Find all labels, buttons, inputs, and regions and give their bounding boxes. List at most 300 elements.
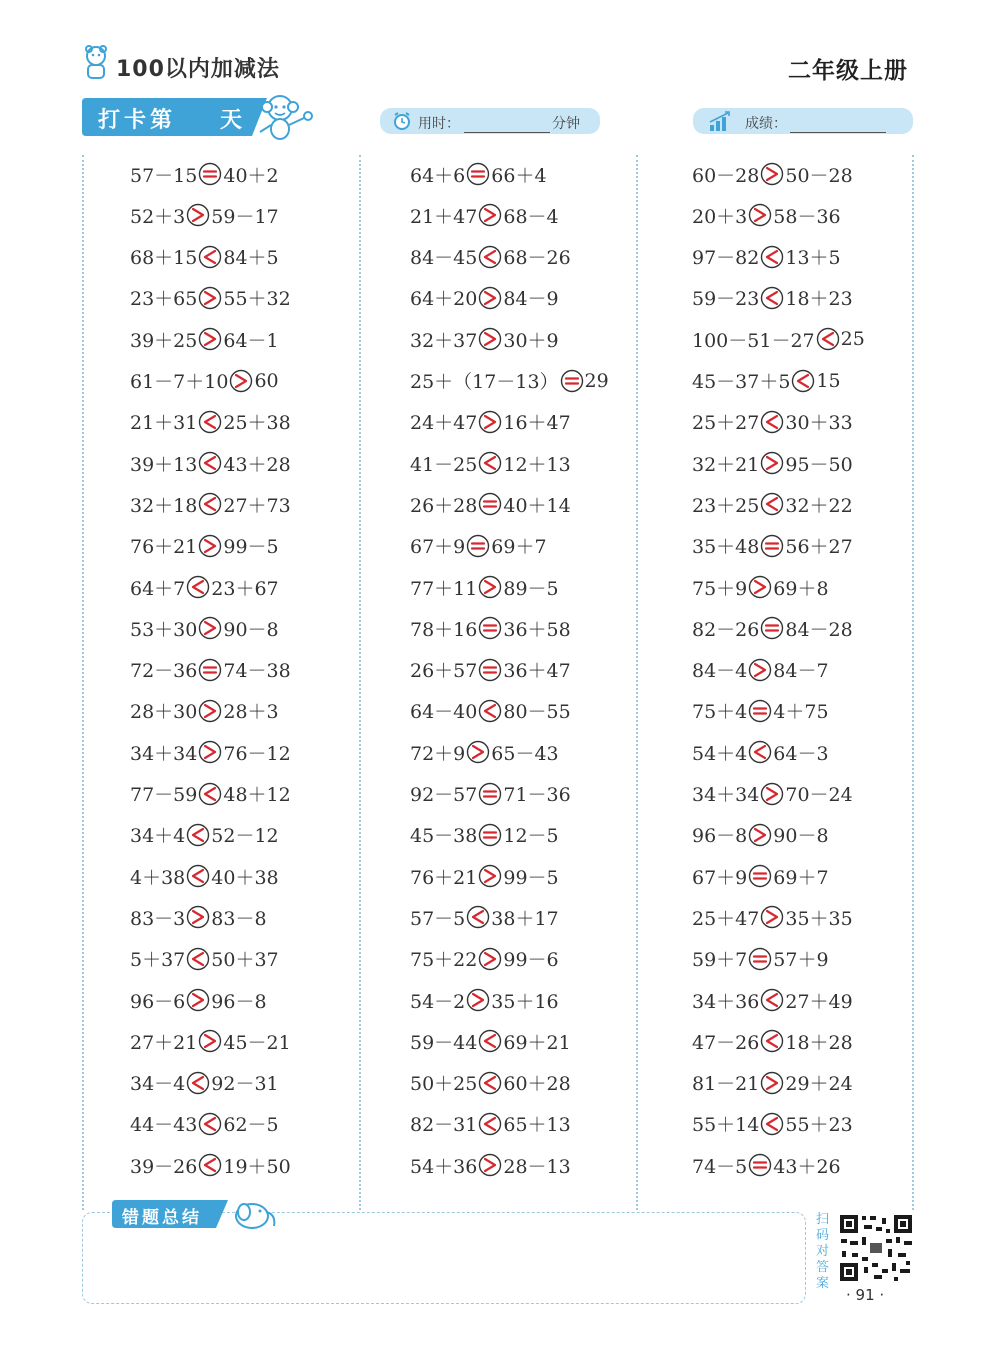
expression-left: 84－45: [410, 247, 478, 270]
expression-right: 64－1: [223, 329, 279, 352]
exercise-row: [692, 613, 853, 643]
expression-right: 25: [840, 328, 865, 351]
time-label: 用时：: [418, 116, 460, 132]
exercise-row: [692, 407, 853, 437]
comparison-answer-circle[interactable]: [198, 782, 222, 806]
expression-right: 36＋47: [503, 660, 571, 683]
comparison-answer-circle[interactable]: [198, 658, 222, 682]
expression-left: 21＋31: [130, 412, 198, 435]
comparison-answer-circle[interactable]: [466, 988, 490, 1012]
exercise-row: [692, 366, 841, 396]
expression-right: 28－13: [503, 1155, 571, 1178]
comparison-answer-circle[interactable]: [186, 988, 210, 1012]
exercise-row: [692, 779, 853, 809]
expression-right: 48＋12: [223, 784, 291, 806]
exercise-row: [692, 985, 853, 1015]
time-blank[interactable]: [464, 114, 550, 133]
expression-left: 74－5: [692, 1155, 748, 1178]
comparison-answer-circle[interactable]: [760, 616, 784, 640]
expression-right: 95－50: [785, 453, 853, 476]
comparison-answer-circle[interactable]: [198, 699, 222, 723]
comparison-answer-circle[interactable]: [478, 947, 502, 971]
comparison-answer-circle[interactable]: [198, 616, 222, 640]
expression-right: 15: [816, 369, 841, 392]
exercise-row: [692, 448, 853, 478]
comparison-answer-circle[interactable]: [478, 1029, 502, 1053]
expression-left: 75＋9: [692, 577, 748, 600]
monkey-mascot-icon: [252, 92, 316, 142]
expression-right: 89－5: [503, 577, 559, 600]
column-border-left: [82, 155, 84, 1210]
expression-right: 57＋9: [773, 949, 829, 972]
expression-left: 39＋13: [130, 453, 198, 476]
comparison-answer-circle[interactable]: [478, 286, 502, 310]
comparison-answer-circle[interactable]: [186, 203, 210, 227]
comparison-answer-circle[interactable]: [198, 245, 222, 269]
expression-right: 83－8: [211, 907, 267, 930]
comparison-answer-circle[interactable]: [466, 162, 490, 186]
comparison-answer-circle[interactable]: [478, 1112, 502, 1136]
comparison-answer-circle[interactable]: [186, 864, 210, 888]
expression-left: 28＋30: [130, 701, 198, 724]
comparison-answer-circle[interactable]: [748, 203, 772, 227]
comparison-answer-circle[interactable]: [466, 534, 490, 558]
comparison-answer-circle[interactable]: [198, 410, 222, 434]
expression-left: 97－82: [692, 247, 760, 270]
expression-left: 32＋21: [692, 453, 760, 476]
expression-left: 59＋7: [692, 949, 748, 972]
expression-left: 72－36: [130, 660, 198, 683]
comparison-answer-circle[interactable]: [478, 1071, 502, 1095]
expression-left: 76＋21: [410, 866, 478, 889]
expression-right: 56＋27: [785, 536, 853, 559]
comparison-answer-circle[interactable]: [760, 534, 784, 558]
expression-right: 69＋7: [491, 536, 547, 559]
expression-left: 20＋3: [692, 205, 748, 228]
expression-right: 84－7: [773, 660, 829, 683]
exercise-row: [410, 242, 571, 272]
expression-left: 32＋37: [410, 329, 478, 352]
expression-right: 12＋13: [503, 453, 571, 476]
exercise-row: [410, 1026, 571, 1056]
comparison-answer-circle[interactable]: [748, 658, 772, 682]
exercise-row: [130, 696, 279, 726]
exercise-row: [692, 655, 829, 685]
exercise-row: [692, 696, 829, 726]
exercise-row: [410, 200, 559, 230]
exercise-row: [410, 448, 571, 478]
comparison-answer-circle[interactable]: [198, 327, 222, 351]
expression-left: 59－23: [692, 288, 760, 311]
exercise-row: [130, 737, 291, 767]
expression-left: 34－4: [130, 1073, 186, 1096]
expression-right: 62－5: [223, 1114, 279, 1137]
elephant-icon: [230, 1196, 278, 1232]
comparison-answer-circle[interactable]: [198, 1112, 222, 1136]
bear-icon: [82, 44, 110, 80]
comparison-answer-circle[interactable]: [198, 534, 222, 558]
expression-left: 45－37＋5: [692, 371, 791, 393]
exercise-row: [130, 1150, 291, 1180]
column-border-right: [912, 155, 914, 1210]
exercise-row: [692, 1026, 853, 1056]
expression-left: 54－2: [410, 990, 466, 1013]
comparison-answer-circle[interactable]: [198, 162, 222, 186]
expression-left: 76＋21: [130, 536, 198, 559]
expression-right: 55＋23: [785, 1114, 853, 1137]
expression-right: 35＋16: [491, 990, 559, 1013]
expression-right: 55＋32: [223, 288, 291, 311]
expression-right: 40＋38: [211, 866, 279, 889]
expression-left: 92－57: [410, 784, 478, 806]
comparison-answer-circle[interactable]: [478, 203, 502, 227]
expression-right: 4＋75: [773, 701, 829, 724]
expression-left: 45－38: [410, 825, 478, 848]
expression-left: 4＋38: [130, 866, 186, 889]
exercise-row: [410, 407, 571, 437]
expression-left: 60－28: [692, 164, 760, 187]
expression-right: 76－12: [223, 742, 291, 765]
exercise-row: [692, 242, 841, 272]
exercise-row: [692, 159, 853, 189]
exercise-row: [410, 655, 571, 685]
exercise-row: [410, 902, 559, 932]
comparison-answer-circle[interactable]: [760, 905, 784, 929]
expression-right: 69＋21: [503, 1031, 571, 1054]
expression-right: 60: [254, 369, 279, 392]
exercise-row: [130, 572, 279, 602]
expression-right: 92－31: [211, 1073, 279, 1096]
exercise-row: [130, 531, 279, 561]
score-label: 成绩：: [745, 116, 787, 132]
expression-left: 34＋4: [130, 825, 186, 848]
expression-right: 66＋4: [491, 164, 547, 187]
expression-right: 40＋2: [223, 164, 279, 187]
comparison-answer-circle[interactable]: [760, 451, 784, 475]
expression-left: 64＋7: [130, 577, 186, 600]
expression-left: 27＋21: [130, 1031, 198, 1054]
expression-left: 5＋37: [130, 949, 186, 972]
expression-right: 19＋50: [223, 1155, 291, 1178]
exercise-row: [410, 737, 559, 767]
expression-right: 64－3: [773, 742, 829, 765]
comparison-answer-circle[interactable]: [760, 162, 784, 186]
expression-left: 68＋15: [130, 247, 198, 270]
exercise-row: [130, 324, 279, 354]
exercise-row: [130, 902, 267, 932]
comparison-answer-circle[interactable]: [198, 492, 222, 516]
expression-left: 26＋28: [410, 494, 478, 517]
expression-left: 96－8: [692, 825, 748, 848]
expression-right: 32＋22: [785, 494, 853, 517]
exercise-row: [410, 985, 559, 1015]
expression-right: 69＋7: [773, 866, 829, 889]
comparison-answer-circle[interactable]: [478, 1153, 502, 1177]
expression-left: 78＋16: [410, 618, 478, 641]
expression-right: 70－24: [785, 784, 853, 806]
comparison-answer-circle[interactable]: [478, 410, 502, 434]
page-number: · 91 ·: [846, 1286, 885, 1304]
expression-left: 67＋9: [410, 536, 466, 559]
expression-right: 99－6: [503, 949, 559, 972]
expression-right: 30＋9: [503, 329, 559, 352]
exercise-row: [692, 1068, 853, 1098]
expression-left: 50＋25: [410, 1073, 478, 1096]
comparison-answer-circle[interactable]: [791, 369, 815, 393]
comparison-answer-circle[interactable]: [478, 575, 502, 599]
comparison-answer-circle[interactable]: [478, 492, 502, 516]
expression-right: 80－55: [503, 701, 571, 724]
expression-right: 99－5: [503, 866, 559, 889]
comparison-answer-circle[interactable]: [748, 1153, 772, 1177]
expression-right: 18＋23: [785, 288, 853, 311]
expression-left: 72＋9: [410, 742, 466, 765]
comparison-answer-circle[interactable]: [229, 369, 253, 393]
scan-for-answers-label: 扫码对答案: [816, 1212, 830, 1291]
comparison-answer-circle[interactable]: [760, 988, 784, 1012]
exercise-row: [692, 902, 853, 932]
expression-left: 32＋18: [130, 494, 198, 517]
exercise-row: [130, 1026, 291, 1056]
expression-left: 41－25: [410, 453, 478, 476]
comparison-answer-circle[interactable]: [760, 1112, 784, 1136]
expression-left: 54＋4: [692, 742, 748, 765]
expression-left: 82－26: [692, 618, 760, 641]
expression-right: 28＋3: [223, 701, 279, 724]
expression-right: 50－28: [785, 164, 853, 187]
exercise-row: [130, 1068, 279, 1098]
expression-left: 34＋34: [692, 784, 760, 806]
expression-left: 35＋48: [692, 536, 760, 559]
exercise-row: [130, 944, 279, 974]
exercise-row: [410, 820, 559, 850]
comparison-answer-circle[interactable]: [478, 245, 502, 269]
comparison-answer-circle[interactable]: [478, 451, 502, 475]
grade-label: 二年级上册: [788, 58, 908, 84]
comparison-answer-circle[interactable]: [186, 905, 210, 929]
bar-growth-icon: [708, 110, 734, 132]
comparison-answer-circle[interactable]: [198, 286, 222, 310]
expression-left: 64＋6: [410, 164, 466, 187]
comparison-answer-circle[interactable]: [478, 782, 502, 806]
exercise-row: [410, 779, 571, 809]
exercise-row: [410, 531, 547, 561]
expression-right: 65－43: [491, 742, 559, 765]
expression-right: 29: [584, 369, 609, 392]
expression-left: 64＋20: [410, 288, 478, 311]
comparison-answer-circle[interactable]: [478, 327, 502, 351]
expression-left: 77－59: [130, 784, 198, 806]
expression-right: 96－8: [211, 990, 267, 1013]
expression-left: 55＋14: [692, 1114, 760, 1137]
expression-left: 64－40: [410, 701, 478, 724]
expression-left: 25＋47: [692, 907, 760, 930]
comparison-answer-circle[interactable]: [186, 1071, 210, 1095]
expression-right: 40＋14: [503, 494, 571, 517]
expression-left: 75＋4: [692, 701, 748, 724]
expression-right: 43＋28: [223, 453, 291, 476]
exercise-row: [130, 283, 291, 313]
expression-left: 82－31: [410, 1114, 478, 1137]
expression-left: 39＋25: [130, 329, 198, 352]
expression-right: 38＋17: [491, 907, 559, 930]
exercise-row: [130, 613, 279, 643]
comparison-answer-circle[interactable]: [478, 864, 502, 888]
comparison-answer-circle[interactable]: [748, 699, 772, 723]
exercise-row: [692, 1109, 853, 1139]
expression-right: 71－36: [503, 784, 571, 806]
expression-right: 35＋35: [785, 907, 853, 930]
exercise-row: [692, 737, 829, 767]
checkin-day-unit: 天: [220, 108, 243, 133]
score-blank[interactable]: [790, 114, 886, 133]
expression-left: 84－4: [692, 660, 748, 683]
exercise-row: [692, 531, 853, 561]
comparison-answer-circle[interactable]: [748, 575, 772, 599]
expression-left: 25＋27: [692, 412, 760, 435]
exercise-row: [130, 200, 279, 230]
comparison-answer-circle[interactable]: [198, 1153, 222, 1177]
expression-left: 44－43: [130, 1114, 198, 1137]
expression-right: 58－36: [773, 205, 841, 228]
exercise-row: [692, 572, 829, 602]
comparison-answer-circle[interactable]: [816, 327, 840, 351]
expression-left: 61－7＋10: [130, 371, 229, 393]
expression-right: 68－26: [503, 247, 571, 270]
comparison-answer-circle[interactable]: [760, 782, 784, 806]
expression-right: 99－5: [223, 536, 279, 559]
expression-left: 25＋（17－13）: [410, 371, 559, 393]
exercise-row: [130, 242, 279, 272]
comparison-answer-circle[interactable]: [478, 658, 502, 682]
expression-right: 36＋58: [503, 618, 571, 641]
comparison-answer-circle[interactable]: [760, 245, 784, 269]
exercise-row: [130, 407, 291, 437]
exercise-row: [410, 1109, 571, 1139]
expression-right: 27＋49: [785, 990, 853, 1013]
comparison-answer-circle[interactable]: [186, 575, 210, 599]
expression-right: 23＋67: [211, 577, 279, 600]
expression-right: 65＋13: [503, 1114, 571, 1137]
exercise-row: [410, 613, 571, 643]
exercise-row: [692, 200, 841, 230]
expression-left: 53＋30: [130, 618, 198, 641]
comparison-answer-circle[interactable]: [186, 823, 210, 847]
exercise-row: [130, 366, 279, 396]
expression-right: 43＋26: [773, 1155, 841, 1178]
expression-left: 23＋25: [692, 494, 760, 517]
qr-code-icon[interactable]: [838, 1213, 914, 1283]
exercise-row: [130, 489, 291, 519]
exercise-row: [130, 1109, 279, 1139]
exercise-row: [692, 944, 829, 974]
expression-left: 67＋9: [692, 866, 748, 889]
exercise-row: [692, 1150, 841, 1180]
expression-right: 30＋33: [785, 412, 853, 435]
comparison-answer-circle[interactable]: [748, 740, 772, 764]
expression-left: 75＋22: [410, 949, 478, 972]
exercise-row: [130, 820, 279, 850]
exercise-row: [410, 324, 559, 354]
exercise-row: [410, 283, 559, 313]
exercise-row: [410, 572, 559, 602]
exercise-row: [410, 159, 547, 189]
exercise-row: [692, 489, 853, 519]
expression-right: 50＋37: [211, 949, 279, 972]
exercise-row: [692, 820, 829, 850]
expression-left: 57－15: [130, 164, 198, 187]
expression-right: 27＋73: [223, 494, 291, 517]
expression-right: 13＋5: [785, 247, 841, 270]
exercise-row: [410, 489, 571, 519]
exercise-row: [130, 779, 291, 809]
expression-right: 18＋28: [785, 1031, 853, 1054]
comparison-answer-circle[interactable]: [748, 864, 772, 888]
expression-right: 84＋5: [223, 247, 279, 270]
comparison-answer-circle[interactable]: [478, 616, 502, 640]
time-unit: 分钟: [552, 116, 580, 132]
expression-left: 34＋36: [692, 990, 760, 1013]
expression-right: 90－8: [773, 825, 829, 848]
comparison-answer-circle[interactable]: [760, 1071, 784, 1095]
expression-left: 47－26: [692, 1031, 760, 1054]
comparison-answer-circle[interactable]: [760, 1029, 784, 1053]
comparison-answer-circle[interactable]: [198, 451, 222, 475]
expression-left: 23＋65: [130, 288, 198, 311]
exercise-row: [692, 283, 853, 313]
exercise-row: [410, 944, 559, 974]
exercise-row: [410, 1150, 571, 1180]
comparison-answer-circle[interactable]: [760, 410, 784, 434]
comparison-answer-circle[interactable]: [478, 823, 502, 847]
expression-left: 26＋57: [410, 660, 478, 683]
expression-left: 59－44: [410, 1031, 478, 1054]
comparison-answer-circle[interactable]: [748, 947, 772, 971]
column-divider-2: [636, 155, 638, 1210]
expression-left: 24＋47: [410, 412, 478, 435]
expression-right: 29＋24: [785, 1073, 853, 1096]
comparison-answer-circle[interactable]: [478, 699, 502, 723]
comparison-answer-circle[interactable]: [198, 1029, 222, 1053]
comparison-answer-circle[interactable]: [186, 947, 210, 971]
expression-left: 81－21: [692, 1073, 760, 1096]
exercise-row: [130, 159, 279, 189]
alarm-clock-icon: [392, 111, 412, 131]
expression-left: 39－26: [130, 1155, 198, 1178]
comparison-answer-circle[interactable]: [198, 740, 222, 764]
expression-left: 21＋47: [410, 205, 478, 228]
exercise-row: [130, 861, 279, 891]
expression-left: 96－6: [130, 990, 186, 1013]
comparison-answer-circle[interactable]: [466, 905, 490, 929]
exercise-row: [692, 861, 829, 891]
expression-right: 59－17: [211, 205, 279, 228]
comparison-answer-circle[interactable]: [748, 823, 772, 847]
expression-left: 100－51－27: [692, 329, 815, 352]
expression-right: 60＋28: [503, 1073, 571, 1096]
comparison-answer-circle[interactable]: [760, 286, 784, 310]
expression-left: 34＋34: [130, 742, 198, 765]
expression-right: 74－38: [223, 660, 291, 683]
expression-right: 25＋38: [223, 412, 291, 435]
comparison-answer-circle[interactable]: [760, 492, 784, 516]
expression-right: 69＋8: [773, 577, 829, 600]
comparison-answer-circle[interactable]: [466, 740, 490, 764]
exercise-row: [410, 861, 559, 891]
expression-left: 57－5: [410, 907, 466, 930]
comparison-answer-circle[interactable]: [560, 369, 584, 393]
checkin-label: 打卡第: [98, 108, 177, 133]
